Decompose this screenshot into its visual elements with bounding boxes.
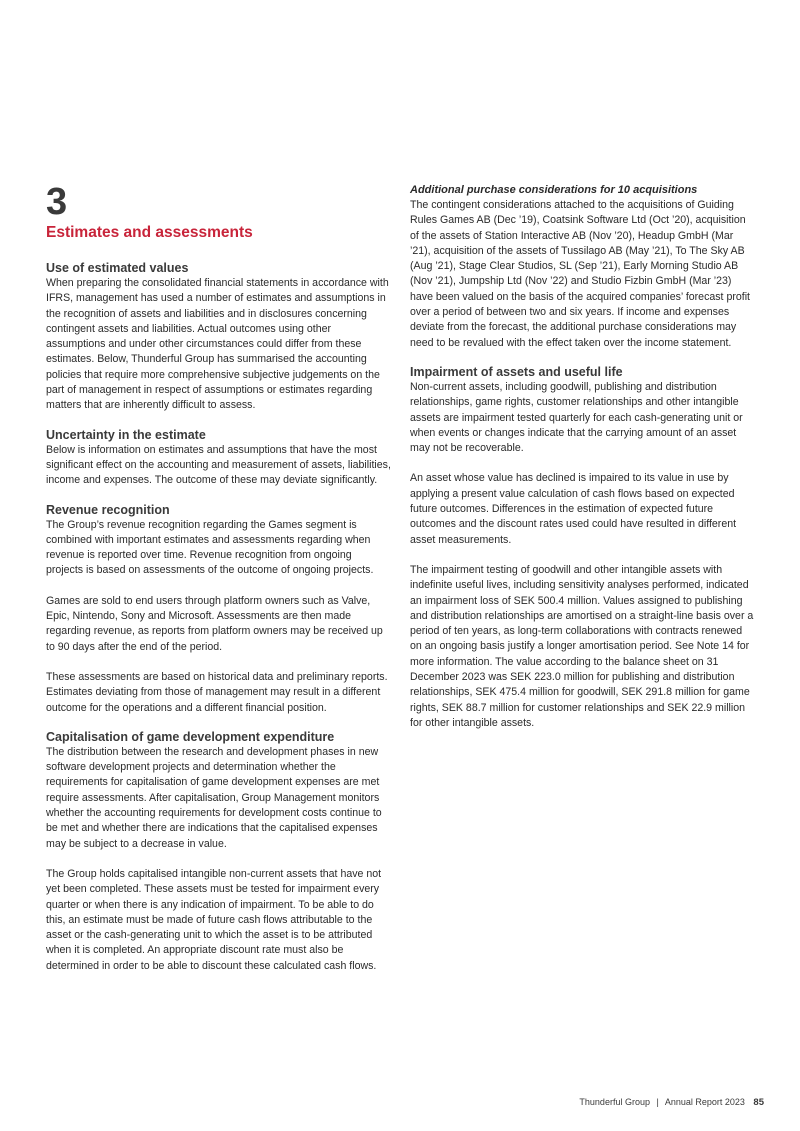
impairment-text-1: Non-current assets, including goodwill, publishing and distribution relationships, game rights, customer relationships and other intangible assets are impairment tested quarterly for each cash-generating unit or when events or changes indicate that the carrying amount of an asset may not be recoverable. (410, 380, 743, 455)
revenue-recognition-text-2: Games are sold to end users through platform owners such as Valve, Epic, Nintendo, Sony and Microsoft. Assessments are then made regarding revenue, as reports from platform owners may be received up to 90 days after the end of the period. (46, 594, 383, 653)
impairment-heading: Impairment of assets and useful life (410, 364, 623, 379)
left-column (46, 183, 391, 974)
revenue-recognition-heading: Revenue recognition (46, 502, 170, 517)
footer-separator: | (656, 1097, 659, 1107)
use-of-estimates-heading: Use of estimated values (46, 261, 189, 275)
page-number: 85 (753, 1097, 764, 1108)
impairment-text-2: An asset whose value has declined is impaired to its value in use by applying a present value calculation of cash flows based on expected future outcomes. Differences in the estimation of expected future outcomes and the discount rates used could have resulted in different asset measurements. (410, 472, 737, 546)
impairment-text-3: The impairment testing of goodwill and other intangible assets with indefinite useful lives, including sensitivity analyses performed, indicated an impairment loss of SEK 500.4 million. Values assigned to publishing and distribution relationships are amortised on a straight-line basis over a period of ten years, as long-term collaborations with contracts renewed on an ongoing basis justify a longer amortisation period. See Note 14 for more information. The value according to the balance sheet on 31 December 2023 was SEK 223.0 million for publishing and distribution relationships, SEK 475.4 million for goodwill, SEK 291.8 million for game rights, SEK 88.7 million for customer relationships and SEK 22.9 million for other intangible assets. (410, 563, 754, 729)
note-title: Estimates and assessments (46, 224, 253, 241)
right-column (410, 183, 755, 731)
revenue-recognition-text-3: These assessments are based on historical data and preliminary reports. Estimates deviating from those of management may result in a different outcome for the operations and a different financial position. (46, 670, 388, 714)
capitalisation-text-2: The Group holds capitalised intangible non-current assets that have not yet been completed. These assets must be tested for impairment every quarter or when there is any indication of impairment. To be able to do this, an estimate must be made of future cash flows attributable to the asset or the cash-generating unit to which the asset is to be attributed when it is completed. An appropriate discount rate must also be determined in order to be able to discount these calculated cash flows. (46, 867, 382, 972)
note-number: 3 (46, 181, 67, 223)
page-footer (579, 1096, 764, 1109)
revenue-recognition-text-1: The Group’s revenue recognition regarding the Games segment is combined with important estimates and assessments regarding when revenue is reported over time. Revenue recognition from ongoing projects is based on assessments of the outcome of ongoing projects. (46, 518, 374, 577)
capitalisation-heading: Capitalisation of game development expenditure (46, 729, 335, 744)
footer-company: Thunderful Group (579, 1097, 650, 1107)
use-of-estimates-text: When preparing the consolidated financial statements in accordance with IFRS, management has used a number of estimates and assumptions in the recognition of assets and liabilities and in disclosures concerning contingent assets and liabilities. Actual outcomes using other assumptions and under other circumstances could differ from these estimates. Below, Thunderful Group has summarised the accounting policies that require more comprehensive subjective judgements on the part of management in respect of assumptions or estimates regarding matters that are inherently difficult to assess. (46, 277, 389, 412)
uncertainty-heading: Uncertainty in the estimate (46, 427, 206, 442)
footer-report-title: Annual Report 2023 (664, 1097, 745, 1107)
acquisitions-heading: Additional purchase considerations for 10 acquisitions (410, 184, 698, 196)
uncertainty-text: Below is information on estimates and assumptions that have the most significant effect on the accounting and measurement of assets, liabilities, income and expenses. The outcome of these may deviate significantly. (46, 443, 391, 487)
capitalisation-text-1: The distribution between the research and development phases in new software development projects and determination whether the requirements for capitalisation of game development expenses are met require assessments. After capitalisation, Group Management monitors whether the accounting requirements for development costs continue to be met and whether there are indications that the capitalised expenses may be subject to a decrease in value. (46, 745, 382, 850)
acquisitions-text: The contingent considerations attached to the acquisitions of Guiding Rules Games AB (Dec ’19), Coatsink Software Ltd (Oct ’20), acquisition of the assets of Station Interactive AB (Nov ’20), Headup GmbH (Mar ’21), acquisition of the assets of Tussilago AB (May ’21), To The Sky AB (Aug ’21), Stage Clear Studios, SL (Sep ’21), Early Morning Studio AB (Nov ’21), Jumpship Ltd (Nov ’22) and Studio Fizbin GmbH (Mar ’23) have been valued on the basis of the acquired companies’ forecast profit over a period of between two and six years. If income and expenses deviate from the forecast, the additional purchase considerations may need to be revalued with the effect taken over the income statement. (410, 199, 750, 349)
